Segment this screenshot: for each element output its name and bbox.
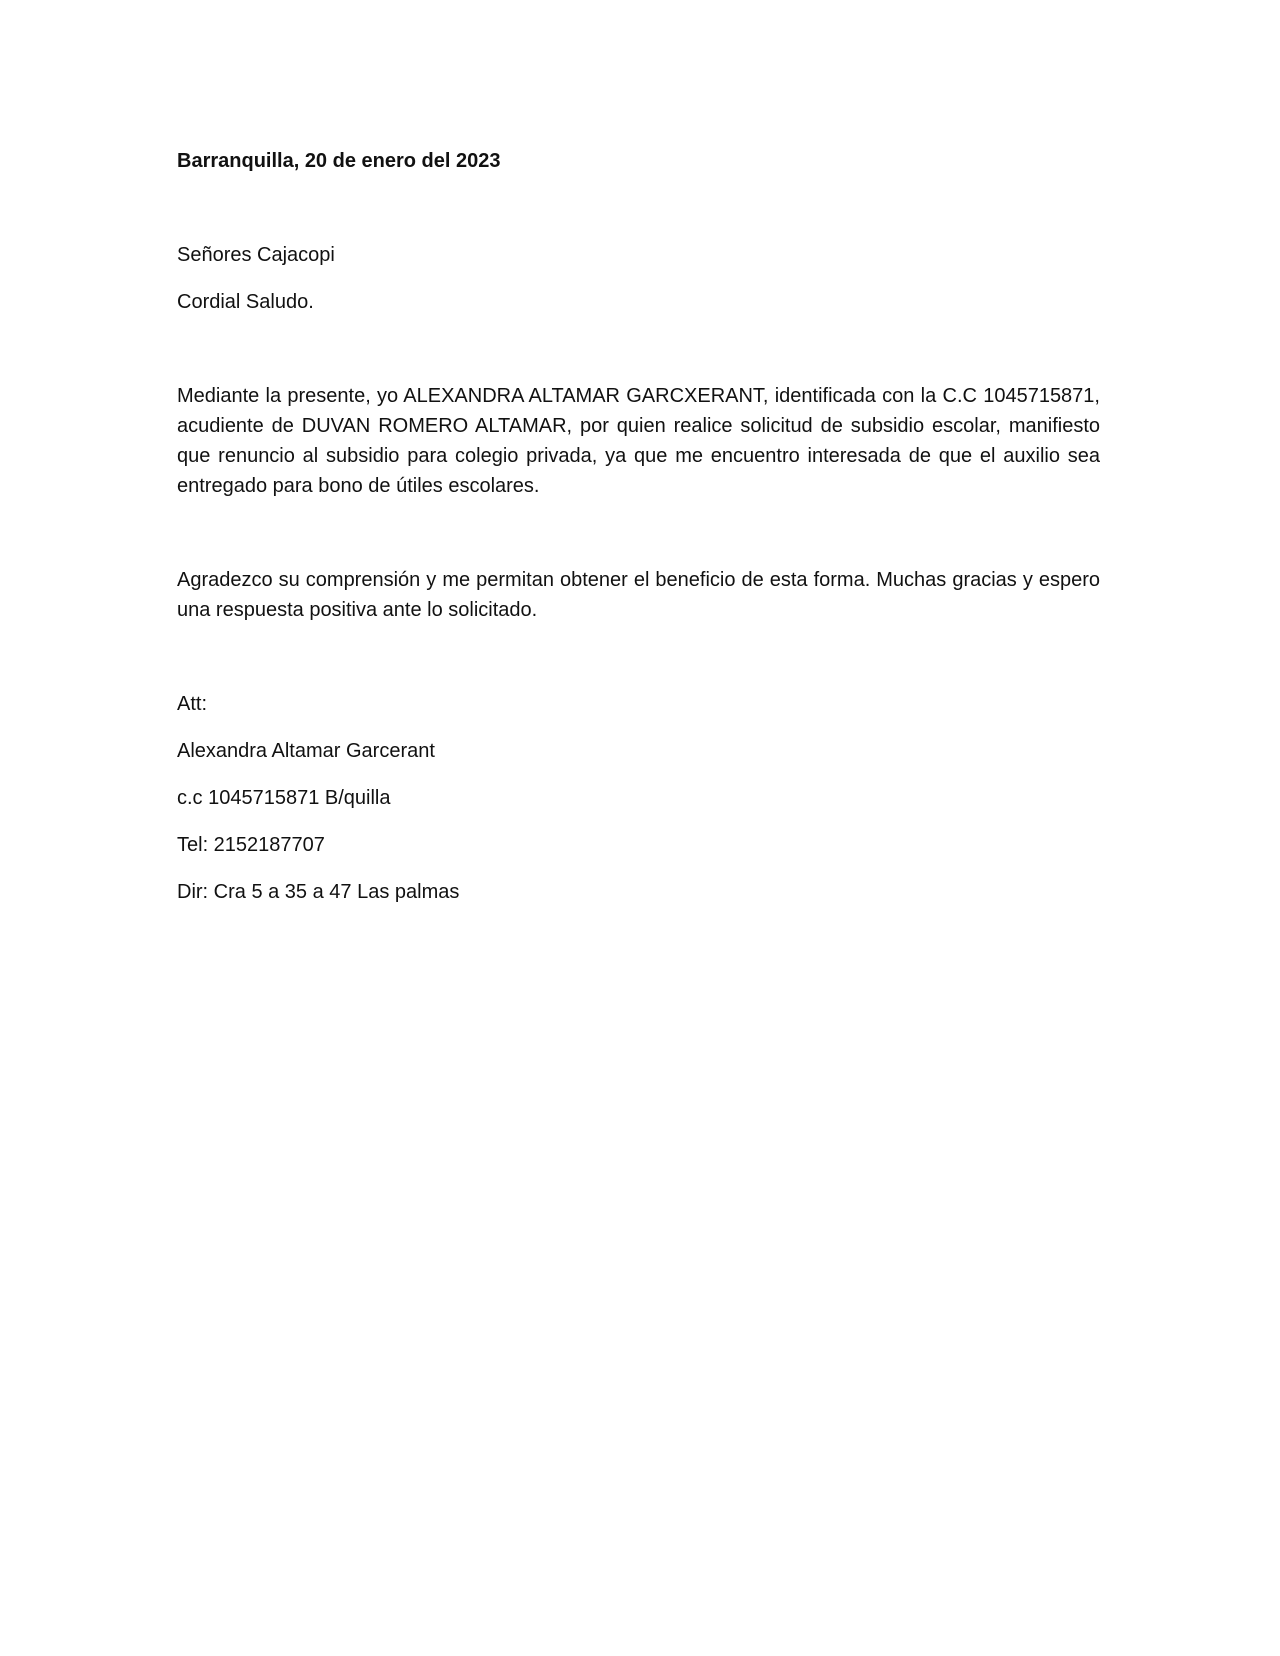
letter-addressee: Señores Cajacopi [177, 244, 335, 266]
letter-paragraph-thanks: Agradezco su comprensión y me permitan obtener el beneficio de esta forma. Muchas gracias y espero una respuesta positiva ante lo solicitado. [177, 569, 1100, 621]
letter-closing: Att: [177, 693, 208, 715]
signature-name: Alexandra Altamar Garcerant [177, 740, 435, 762]
letter-date: Barranquilla, 20 de enero del 2023 [177, 150, 501, 172]
letter-body [177, 146, 1100, 907]
signature-address: Dir: Cra 5 a 35 a 47 Las palmas [177, 881, 460, 903]
signature-id: c.c 1045715871 B/quilla [177, 787, 391, 809]
letter-paragraph-request: Mediante la presente, yo ALEXANDRA ALTAMAR GARCXERANT, identificada con la C.C 1045715871, acudiente de DUVAN ROMERO ALTAMAR, por quien realice solicitud de subsidio escolar, manifiesto que renuncio al subsidio para colegio privada, ya que me encuentro interesada de que el auxilio sea entregado para bono de útiles escolares. [177, 385, 1100, 497]
letter-greeting: Cordial Saludo. [177, 291, 314, 313]
signature-phone: Tel: 2152187707 [177, 834, 325, 856]
